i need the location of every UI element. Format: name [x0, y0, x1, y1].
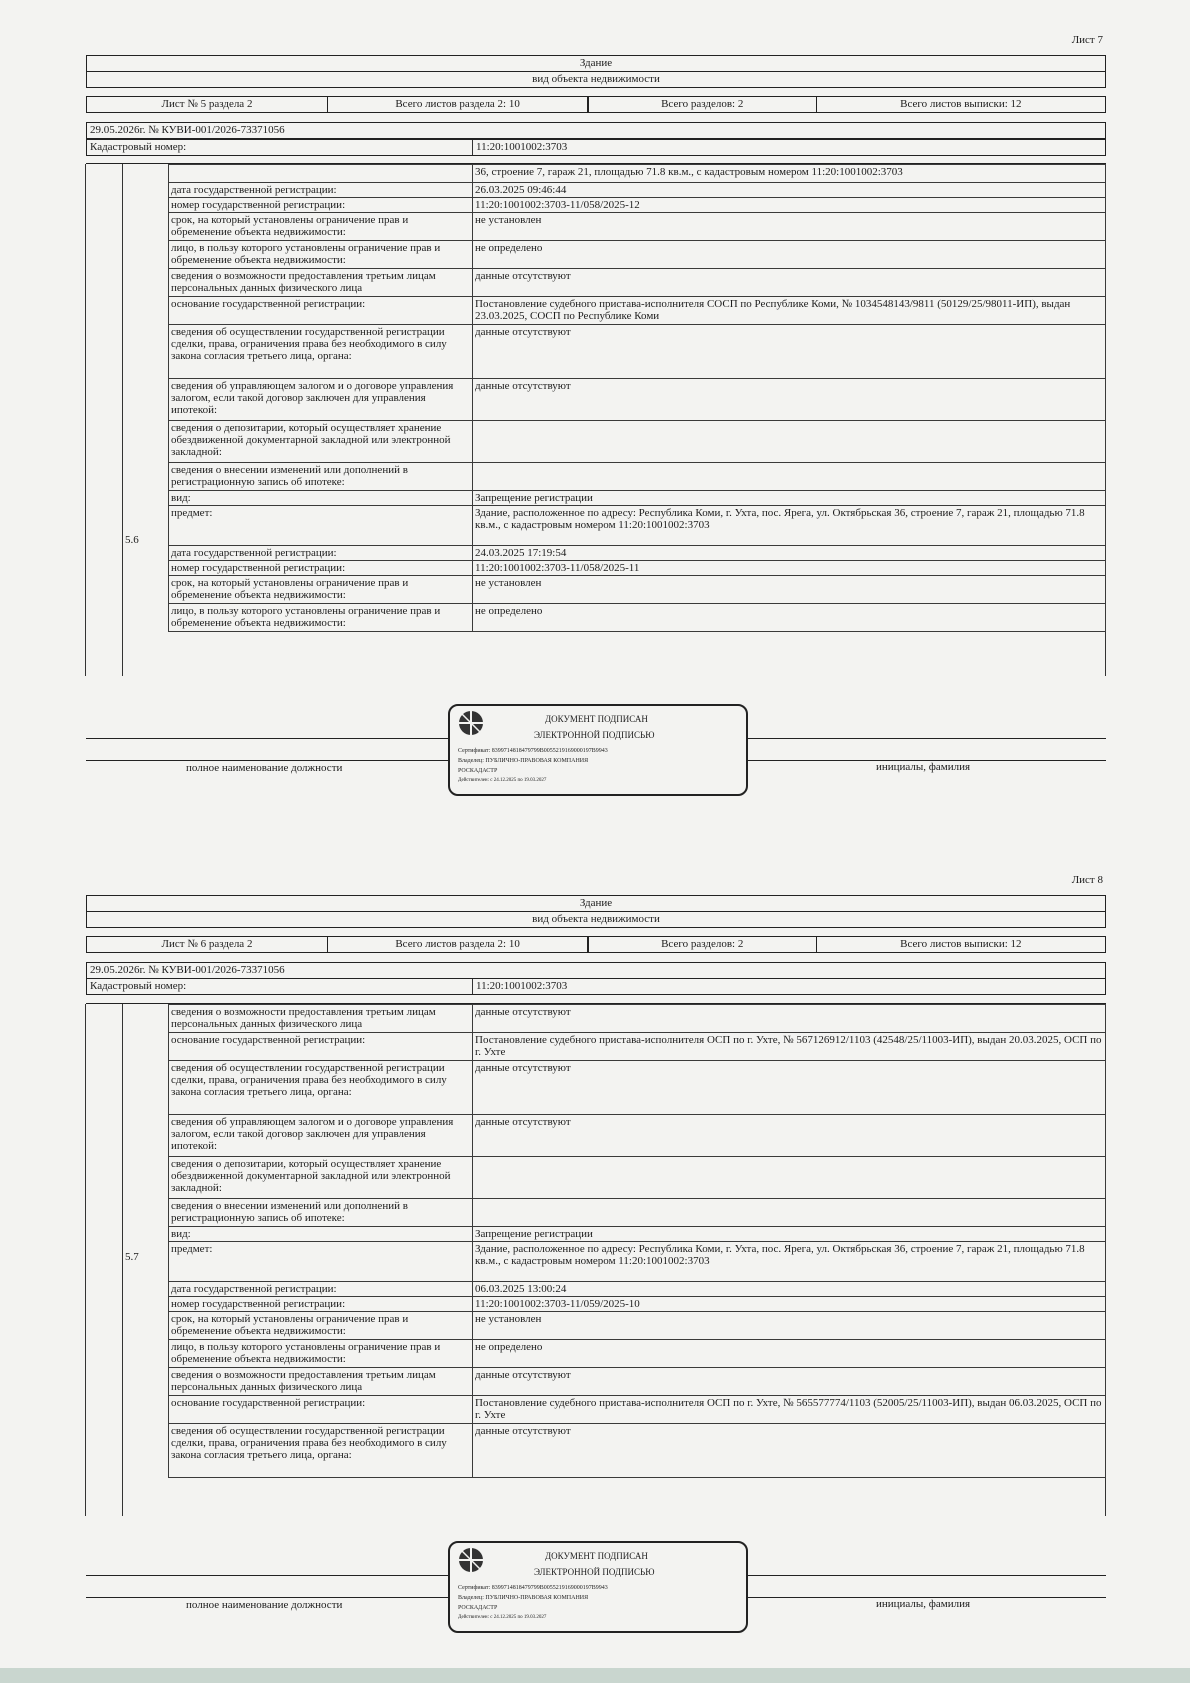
header-section-sheets: Всего листов раздела 2: 10: [327, 936, 589, 953]
row-key: лицо, в пользу которого установлены ограничение прав и обременение объекта недвижимости:: [169, 241, 473, 269]
row-value: Постановление судебного пристава-исполнителя СОСП по Республике Коми, № 1034548143/9811 (50129/25/98011-ИП), выдан 23.03.2025, СОСП по Республике Коми: [473, 297, 1106, 325]
roskadastr-logo-icon: [458, 710, 484, 736]
stamp-line2: ЭЛЕКТРОННОЙ ПОДПИСЬЮ: [534, 730, 655, 740]
row-key: вид:: [169, 491, 473, 506]
row-key: основание государственной регистрации:: [169, 1033, 473, 1061]
row-value: 06.03.2025 13:00:24: [473, 1282, 1106, 1297]
records-table: [168, 1004, 1106, 1478]
cadastral-row: [86, 978, 1106, 995]
header-sheet-no: Лист № 5 раздела 2: [86, 96, 328, 113]
row-value: не определено: [473, 604, 1106, 632]
stamp-owner: Владелец: ПУБЛИЧНО-ПРАВОВАЯ КОМПАНИЯ: [458, 758, 589, 764]
row-key: дата государственной регистрации:: [169, 183, 473, 198]
object-subtitle: вид объекта недвижимости: [86, 911, 1106, 928]
row-value: 26.03.2025 09:46:44: [473, 183, 1106, 198]
row-key: основание государственной регистрации:: [169, 1396, 473, 1424]
row-key: лицо, в пользу которого установлены ограничение прав и обременение объекта недвижимости:: [169, 1340, 473, 1368]
row-key: номер государственной регистрации:: [169, 198, 473, 213]
row-key: лицо, в пользу которого установлены ограничение прав и обременение объекта недвижимости:: [169, 604, 473, 632]
row-value: 24.03.2025 17:19:54: [473, 546, 1106, 561]
cadastral-value: 11:20:1001002:3703: [472, 979, 567, 994]
row-value: данные отсутствуют: [473, 1005, 1106, 1033]
row-value: 11:20:1001002:3703-11/058/2025-11: [473, 561, 1106, 576]
position-label: полное наименование должности: [186, 1599, 343, 1611]
row-key: дата государственной регистрации:: [169, 1282, 473, 1297]
row-value: [473, 1199, 1106, 1227]
cadastral-row: [86, 139, 1106, 156]
stamp-valid: Действителен: с 24.12.2025 по 19.03.2027: [458, 1615, 547, 1620]
object-title: Здание: [86, 55, 1106, 72]
header-sections: Всего разделов: 2: [587, 96, 817, 113]
name-label: инициалы, фамилия: [876, 761, 971, 773]
row-value: [473, 1157, 1106, 1199]
row-value: [473, 421, 1106, 463]
extract-date-number: 29.05.2026г. № КУВИ-001/2026-73371056: [86, 962, 1106, 979]
row-value: не установлен: [473, 576, 1106, 604]
roskadastr-logo-icon: [458, 1547, 484, 1573]
stamp-owner2: РОСКАДАСТР: [458, 768, 498, 774]
row-key: сведения об осуществлении государственной регистрации сделки, права, ограничения права без необходимого в силу закона согласия третьего лица, органа:: [169, 325, 473, 379]
stamp-line1: ДОКУМЕНТ ПОДПИСАН: [545, 1551, 648, 1561]
records-body: [86, 163, 1106, 676]
row-key: номер государственной регистрации:: [169, 1297, 473, 1312]
e-signature-stamp: [448, 704, 748, 796]
record-number: 5.6: [125, 534, 139, 546]
records-body: [86, 1003, 1106, 1516]
row-key: срок, на который установлены ограничение прав и обременение объекта недвижимости:: [169, 1312, 473, 1340]
row-value: данные отсутствуют: [473, 1115, 1106, 1157]
row-key: сведения об управляющем залогом и о договоре управления залогом, если такой договор заключен для управления ипотекой:: [169, 1115, 473, 1157]
stamp-valid: Действителен: с 24.12.2025 по 19.03.2027: [458, 778, 547, 783]
row-value: 11:20:1001002:3703-11/059/2025-10: [473, 1297, 1106, 1312]
sheet-number: Лист 7: [1071, 34, 1103, 46]
row-value: не определено: [473, 241, 1106, 269]
stamp-line1: ДОКУМЕНТ ПОДПИСАН: [545, 714, 648, 724]
cadastral-label: Кадастровый номер:: [90, 980, 187, 992]
extract-date-number: 29.05.2026г. № КУВИ-001/2026-73371056: [86, 122, 1106, 139]
row-value: [473, 463, 1106, 491]
row-key: срок, на который установлены ограничение прав и обременение объекта недвижимости:: [169, 213, 473, 241]
row-key: сведения о депозитарии, который осуществляет хранение обездвиженной документарной закладной или электронной закладной:: [169, 421, 473, 463]
row-value: Постановление судебного пристава-исполнителя ОСП по г. Ухте, № 567126912/1103 (42548/25/11003-ИП), выдан 20.03.2025, ОСП по г. Ухте: [473, 1033, 1106, 1061]
position-label: полное наименование должности: [186, 762, 343, 774]
object-title: Здание: [86, 895, 1106, 912]
name-label: инициалы, фамилия: [876, 1598, 971, 1610]
stamp-line2: ЭЛЕКТРОННОЙ ПОДПИСЬЮ: [534, 1567, 655, 1577]
row-key: основание государственной регистрации:: [169, 297, 473, 325]
row-key: предмет:: [169, 1242, 473, 1282]
row-value: Запрещение регистрации: [473, 1227, 1106, 1242]
row-value: данные отсутствуют: [473, 379, 1106, 421]
row-key: [169, 165, 473, 183]
e-signature-stamp: [448, 1541, 748, 1633]
object-subtitle: вид объекта недвижимости: [86, 71, 1106, 88]
row-key: сведения о депозитарии, который осуществляет хранение обездвиженной документарной закладной или электронной закладной:: [169, 1157, 473, 1199]
scan-bottom-edge: [0, 1668, 1190, 1683]
header-total-sheets: Всего листов выписки: 12: [816, 96, 1106, 113]
row-value: Здание, расположенное по адресу: Республика Коми, г. Ухта, пос. Ярега, ул. Октябрьская 36, строение 7, гараж 21, площадью 71.8 кв.м., с кадастровым номером 11:20:1001002:3703: [473, 1242, 1106, 1282]
row-value: данные отсутствуют: [473, 1061, 1106, 1115]
header-sheet-no: Лист № 6 раздела 2: [86, 936, 328, 953]
header-sections: Всего разделов: 2: [587, 936, 817, 953]
row-key: дата государственной регистрации:: [169, 546, 473, 561]
header-section-sheets: Всего листов раздела 2: 10: [327, 96, 589, 113]
stamp-owner: Владелец: ПУБЛИЧНО-ПРАВОВАЯ КОМПАНИЯ: [458, 1595, 589, 1601]
row-key: сведения о внесении изменений или дополнений в регистрационную запись об ипотеке:: [169, 1199, 473, 1227]
row-key: предмет:: [169, 506, 473, 546]
row-value: Здание, расположенное по адресу: Республика Коми, г. Ухта, пос. Ярега, ул. Октябрьская 36, строение 7, гараж 21, площадью 71.8 кв.м., с кадастровым номером 11:20:1001002:3703: [473, 506, 1106, 546]
row-value: данные отсутствуют: [473, 269, 1106, 297]
row-value: 36, строение 7, гараж 21, площадью 71.8 кв.м., с кадастровым номером 11:20:1001002:3703: [473, 165, 1106, 183]
row-key: срок, на который установлены ограничение прав и обременение объекта недвижимости:: [169, 576, 473, 604]
cadastral-value: 11:20:1001002:3703: [472, 140, 567, 155]
row-key: сведения о возможности предоставления третьим лицам персональных данных физического лица: [169, 269, 473, 297]
row-key: сведения о возможности предоставления третьим лицам персональных данных физического лица: [169, 1368, 473, 1396]
section-header: [86, 936, 1106, 953]
stamp-cert: Сертификат: 8399714818479799B0055219169000197B9943: [458, 1585, 608, 1591]
row-key: номер государственной регистрации:: [169, 561, 473, 576]
row-key: сведения о возможности предоставления третьим лицам персональных данных физического лица: [169, 1005, 473, 1033]
row-key: сведения об осуществлении государственной регистрации сделки, права, ограничения права без необходимого в силу закона согласия третьего лица, органа:: [169, 1061, 473, 1115]
row-value: не установлен: [473, 213, 1106, 241]
row-key: сведения об осуществлении государственной регистрации сделки, права, ограничения права без необходимого в силу закона согласия третьего лица, органа:: [169, 1424, 473, 1478]
cadastral-label: Кадастровый номер:: [90, 141, 187, 153]
section-header: [86, 96, 1106, 113]
row-value: Постановление судебного пристава-исполнителя ОСП по г. Ухте, № 565577774/1103 (52005/25/11003-ИП), выдан 06.03.2025, ОСП по г. Ухте: [473, 1396, 1106, 1424]
row-key: вид:: [169, 1227, 473, 1242]
row-value: данные отсутствуют: [473, 1424, 1106, 1478]
row-value: 11:20:1001002:3703-11/058/2025-12: [473, 198, 1106, 213]
sheet-number: Лист 8: [1071, 874, 1103, 886]
row-key: сведения о внесении изменений или дополнений в регистрационную запись об ипотеке:: [169, 463, 473, 491]
row-value: не установлен: [473, 1312, 1106, 1340]
row-value: данные отсутствуют: [473, 325, 1106, 379]
stamp-owner2: РОСКАДАСТР: [458, 1605, 498, 1611]
row-value: не определено: [473, 1340, 1106, 1368]
record-number: 5.7: [125, 1251, 139, 1263]
stamp-cert: Сертификат: 8399714818479799B0055219169000197B9943: [458, 748, 608, 754]
row-value: Запрещение регистрации: [473, 491, 1106, 506]
row-key: сведения об управляющем залогом и о договоре управления залогом, если такой договор заключен для управления ипотекой:: [169, 379, 473, 421]
header-total-sheets: Всего листов выписки: 12: [816, 936, 1106, 953]
row-value: данные отсутствуют: [473, 1368, 1106, 1396]
records-table: [168, 164, 1106, 632]
